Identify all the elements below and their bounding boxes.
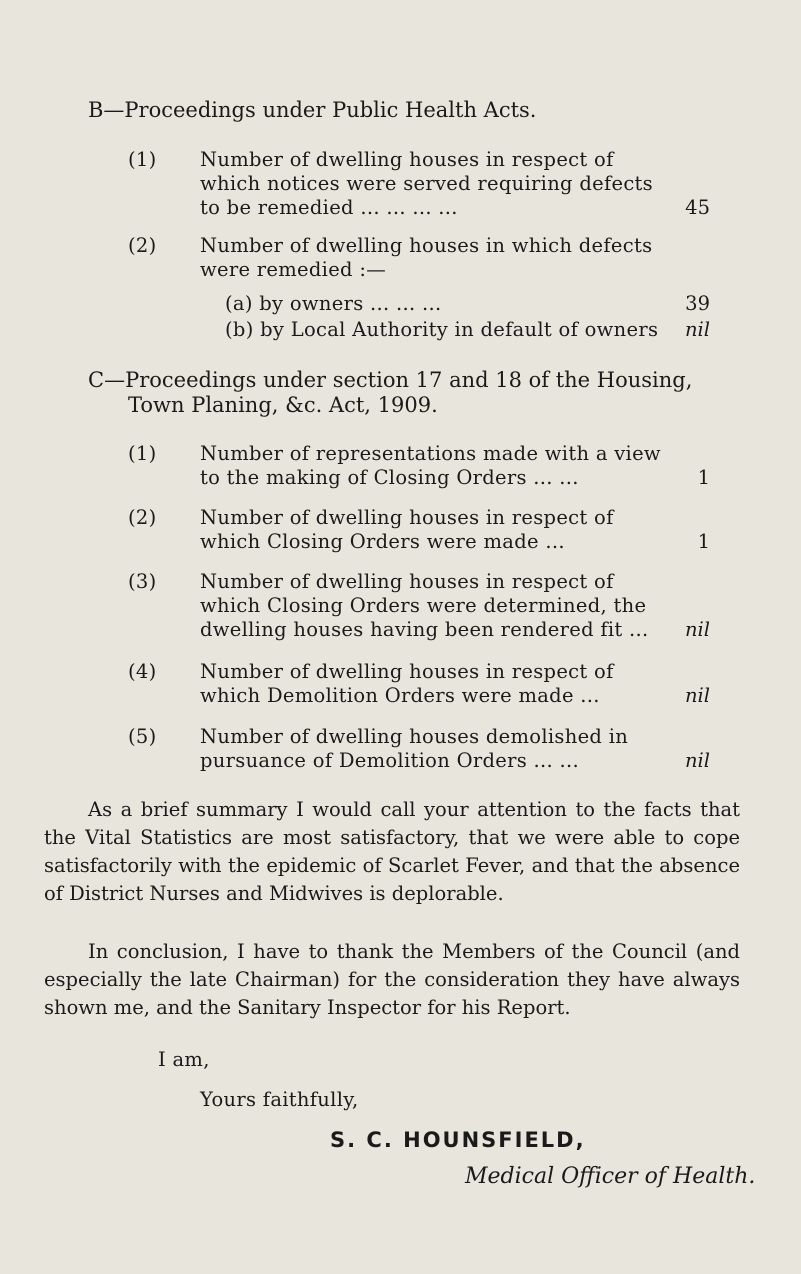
conclusion-paragraph: In conclusion, I have to thank the Members of the Council (and especially the late Chairman) for the consideration they have always shown me, and the Sanitary Inspector for his Report. [44,940,740,1019]
item-c3-line: Number of dwelling houses in respect of [200,570,614,593]
item-c5-number: (5) [128,725,157,748]
item-b2a-label: (a) by owners ... ... ... [225,292,442,315]
item-c3-line: dwelling houses having been rendered fit ... [200,618,649,641]
item-b2a-value: 39 [685,292,710,315]
item-c1-value: 1 [697,466,710,489]
signature-name: S. C. HOUNSFIELD, [330,1128,586,1152]
signature-title: Medical Officer of Health. [465,1164,756,1189]
item-c5-line: pursuance of Demolition Orders ... ... [200,749,580,772]
section-b-heading: B—Proceedings under Public Health Acts. [88,98,537,122]
item-b1-value: 45 [685,196,710,219]
summary-paragraph: As a brief summary I would call your attention to the facts that the Vital Statistics are most satisfactory, that we were able to cope satisfactorily with the epidemic of Scarlet Fever, and that the absence of District Nurses and Midwives is deplorable. [44,798,740,905]
item-b1-line: to be remedied ... ... ... ... [200,196,458,219]
item-b2-line: Number of dwelling houses in which defects [200,234,653,257]
item-b1-line: which notices were served requiring defects [200,172,653,195]
item-c4-line: which Demolition Orders were made ... [200,684,600,707]
item-b1-line: Number of dwelling houses in respect of [200,148,614,171]
item-c2-line: Number of dwelling houses in respect of [200,506,614,529]
item-b2b-label: (b) by Local Authority in default of owners [225,318,659,341]
item-c5-value: nil [684,749,710,772]
item-b1-number: (1) [128,148,157,171]
item-c3-value: nil [684,618,710,641]
item-b2-line: were remedied :— [200,258,386,281]
item-b2-number: (2) [128,234,157,257]
item-c4-value: nil [684,684,710,707]
item-c1-line: Number of representations made with a view [200,442,661,465]
section-c-heading: C—Proceedings under section 17 and 18 of the Housing, [88,368,693,392]
item-c5-line: Number of dwelling houses demolished in [200,725,629,748]
section-c-heading: Town Planing, &c. Act, 1909. [128,393,438,417]
item-c1-number: (1) [128,442,157,465]
item-c2-value: 1 [697,530,710,553]
item-c4-line: Number of dwelling houses in respect of [200,660,614,683]
item-c4-number: (4) [128,660,157,683]
item-c3-line: which Closing Orders were determined, the [200,594,647,617]
item-c2-number: (2) [128,506,157,529]
closing-yours-faithfully: Yours faithfully, [200,1088,359,1111]
item-c3-number: (3) [128,570,157,593]
closing-i-am: I am, [158,1048,210,1071]
item-b2b-value: nil [684,318,710,341]
item-c2-line: which Closing Orders were made ... [200,530,565,553]
item-c1-line: to the making of Closing Orders ... ... [200,466,579,489]
